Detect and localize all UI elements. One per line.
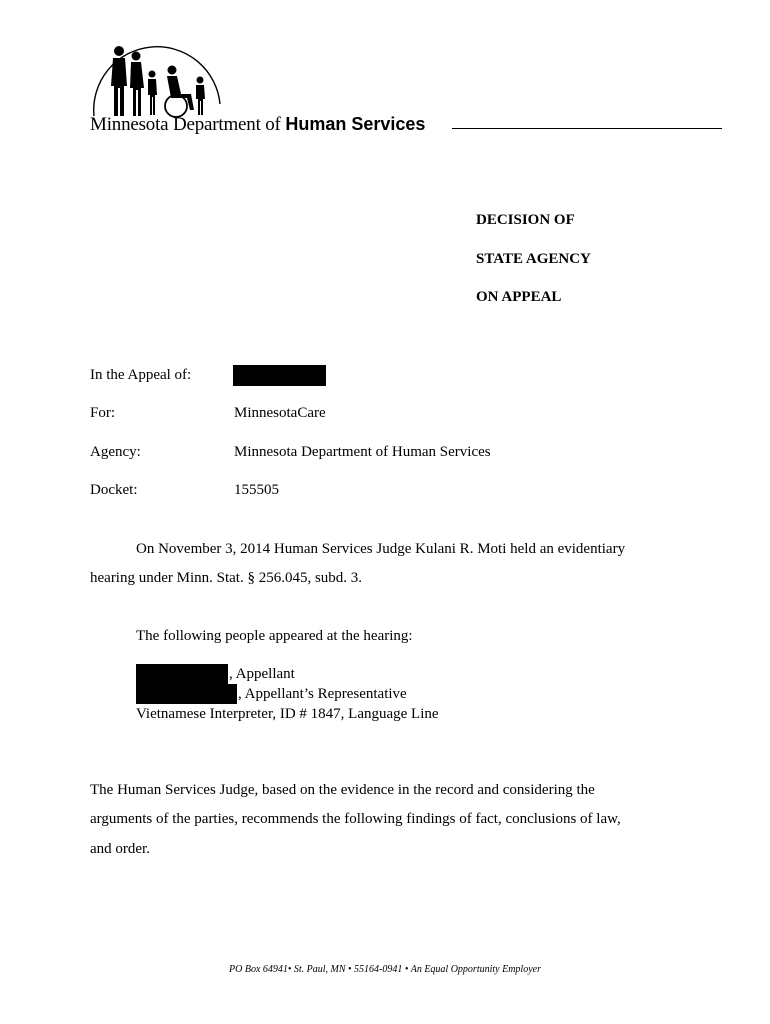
docket-value: 155505 <box>234 482 279 498</box>
recommendation-line-1: The Human Services Judge, based on the evidence in the record and considering the <box>90 782 595 798</box>
appeal-label: In the Appeal of: <box>90 367 192 383</box>
representative-role: , Appellant’s Representative <box>238 686 407 702</box>
agency-value: Minnesota Department of Human Services <box>234 444 491 460</box>
agency-name-bold: Human Services <box>285 114 426 134</box>
docket-label: Docket: <box>90 482 138 498</box>
dhs-logo <box>88 42 228 120</box>
appellant-role: , Appellant <box>229 666 295 682</box>
heading-line-2: STATE AGENCY <box>476 251 591 267</box>
recommendation-line-3: and order. <box>90 841 150 857</box>
heading-line-1: DECISION OF <box>476 212 575 228</box>
heading-line-3: ON APPEAL <box>476 289 562 305</box>
agency-name <box>90 114 425 136</box>
redacted-appellant-name <box>233 365 326 386</box>
interpreter-line: Vietnamese Interpreter, ID # 1847, Language Line <box>136 706 439 722</box>
for-value: MinnesotaCare <box>234 405 326 421</box>
recommendation-line-2: arguments of the parties, recommends the following findings of fact, conclusions of law, <box>90 811 621 827</box>
redacted-appellant <box>136 664 228 684</box>
header-rule <box>452 128 722 129</box>
hearing-line-1: On November 3, 2014 Human Services Judge Kulani R. Moti held an evidentiary <box>136 541 626 557</box>
appearances-intro: The following people appeared at the hearing: <box>136 628 413 644</box>
redacted-representative <box>136 684 237 704</box>
for-label: For: <box>90 405 116 421</box>
agency-name-prefix: Minnesota Department of <box>90 114 281 135</box>
agency-label: Agency: <box>90 444 141 460</box>
hearing-line-2: hearing under Minn. Stat. § 256.045, subd. 3. <box>90 570 363 586</box>
page-footer: PO Box 64941• St. Paul, MN • 55164-0941 • An Equal Opportunity Employer <box>229 964 541 975</box>
